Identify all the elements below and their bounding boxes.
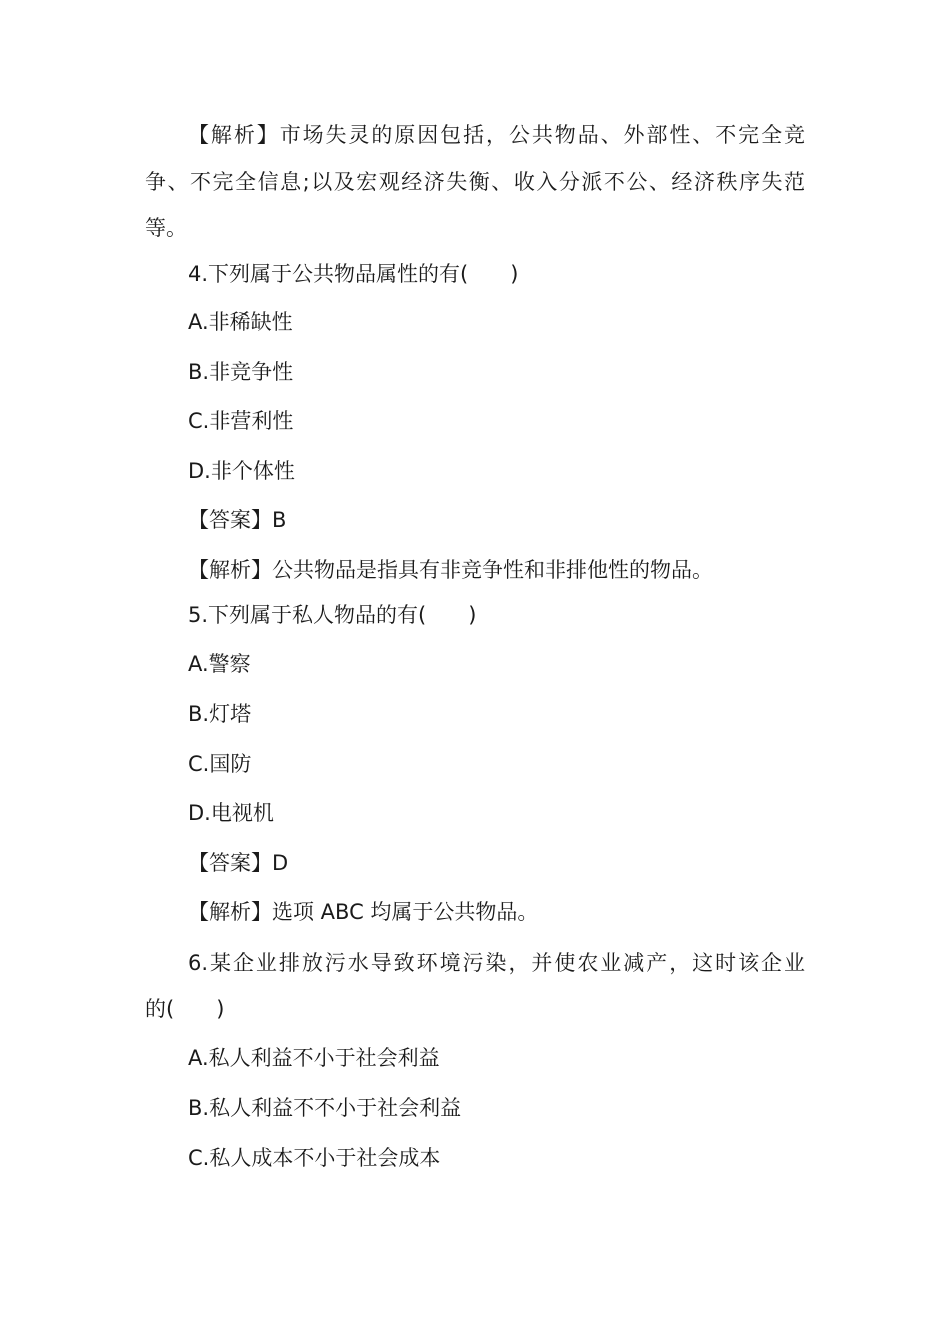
question-6-stem-line-2: 的( ) (145, 997, 225, 1021)
question-5-option-c: C.国防 (188, 752, 252, 776)
question-6-option-b: B.私人利益不不小于社会利益 (188, 1096, 462, 1120)
analysis-3-line-3: 等。 (145, 216, 187, 240)
question-4-analysis: 【解析】公共物品是指具有非竞争性和非排他性的物品。 (188, 558, 713, 582)
question-4-option-a: A.非稀缺性 (188, 310, 293, 334)
question-4-answer: 【答案】B (188, 508, 287, 532)
question-5-option-b: B.灯塔 (188, 702, 252, 726)
question-4-option-c: C.非营利性 (188, 409, 294, 433)
question-5-option-a: A.警察 (188, 652, 251, 676)
analysis-3-line-2: 争、不完全信息;以及宏观经济失衡、收入分派不公、经济秩序失范 (145, 170, 805, 194)
question-4-option-b: B.非竞争性 (188, 360, 294, 384)
question-4-option-d: D.非个体性 (188, 459, 295, 483)
question-6-option-a: A.私人利益不小于社会利益 (188, 1046, 440, 1070)
question-5-answer: 【答案】D (188, 851, 289, 875)
question-6-stem-line-1: 6.某企业排放污水导致环境污染，并使农业减产，这时该企业 (188, 951, 805, 975)
question-5-analysis: 【解析】选项 ABC 均属于公共物品。 (188, 900, 539, 924)
analysis-3-line-1: 【解析】市场失灵的原因包括，公共物品、外部性、不完全竞 (188, 123, 805, 147)
question-4-stem: 4.下列属于公共物品属性的有( ) (188, 262, 519, 286)
question-6-option-c: C.私人成本不小于社会成本 (188, 1146, 441, 1170)
question-5-stem: 5.下列属于私人物品的有( ) (188, 603, 477, 627)
question-5-option-d: D.电视机 (188, 801, 274, 825)
